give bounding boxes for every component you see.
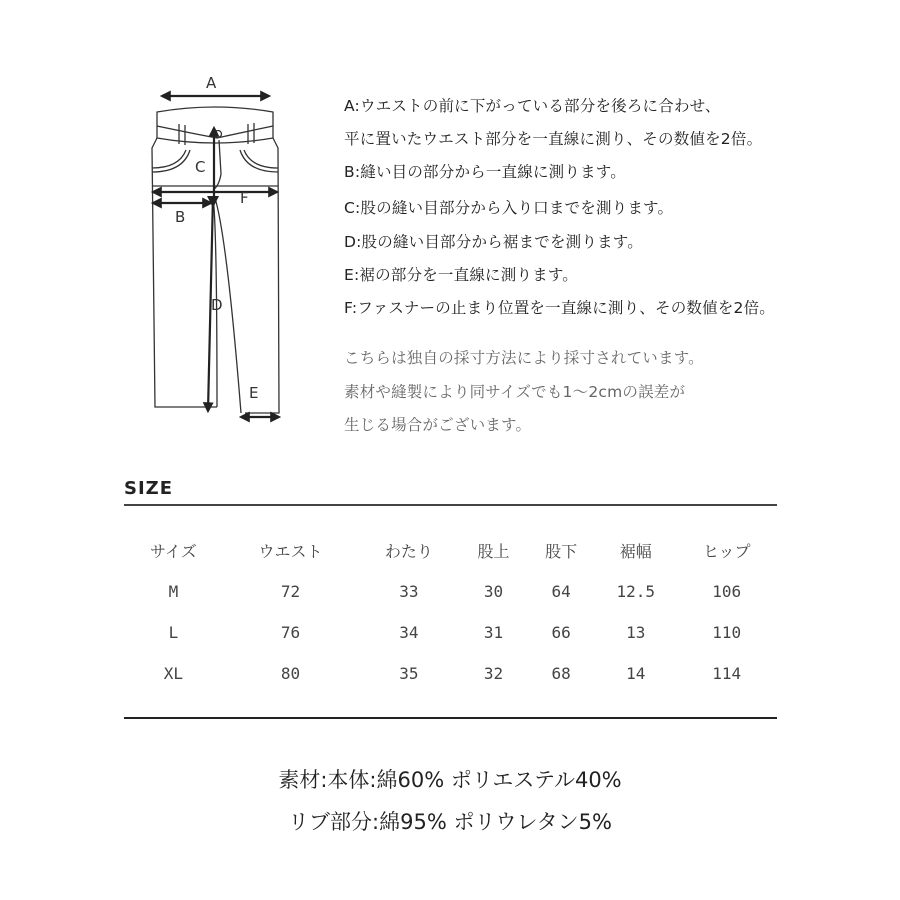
hem-width-cell: 14	[626, 664, 646, 683]
table-row	[124, 612, 777, 653]
table-row	[124, 571, 777, 612]
rise-cell: 31	[483, 623, 504, 642]
size-bottom-divider	[124, 717, 777, 719]
label-b: B	[175, 208, 186, 226]
header-hem-width: 裾幅	[619, 542, 652, 561]
instruction-b: B:縫い目の部分から一直線に測ります。	[344, 163, 626, 181]
inseam-cell: 68	[551, 664, 571, 683]
measurement-note-2: 素材や縫製により同サイズでも1〜2cmの誤差が	[344, 383, 686, 401]
inseam-cell: 64	[551, 582, 571, 601]
measurement-note-3: 生じる場合がございます。	[344, 416, 532, 434]
pants-measurement-diagram	[135, 68, 295, 428]
size-top-divider	[124, 504, 777, 506]
header-inseam: 股下	[545, 542, 578, 561]
hip-cell: 106	[712, 582, 742, 601]
hem-width-cell: 13	[626, 623, 646, 642]
instruction-e: E:裾の部分を一直線に測ります。	[344, 266, 578, 284]
header-size: サイズ	[150, 542, 197, 561]
size-cell: L	[168, 623, 179, 642]
hip-cell: 110	[712, 623, 742, 642]
rise-cell: 32	[483, 664, 504, 683]
table-row	[124, 653, 777, 694]
label-a: A	[206, 74, 217, 92]
size-table	[124, 530, 777, 694]
label-c: C	[195, 158, 206, 176]
hip-cell: 114	[712, 664, 742, 683]
label-f: F	[240, 189, 249, 207]
size-cell: XL	[163, 664, 184, 683]
material-rib: リブ部分:綿95% ポリウレタン5%	[288, 810, 612, 834]
thigh-cell: 33	[399, 582, 419, 601]
instruction-c: C:股の縫い目部分から入り口までを測ります。	[344, 199, 674, 217]
instruction-a-line1: A:ウエストの前に下がっている部分を後ろに合わせ、	[344, 97, 721, 115]
waist-cell: 76	[280, 623, 301, 642]
waist-cell: 80	[280, 664, 301, 683]
header-hip: ヒップ	[702, 542, 751, 561]
size-table-header-row	[124, 530, 777, 571]
hem-width-cell: 12.5	[616, 582, 656, 601]
waist-cell: 72	[280, 582, 301, 601]
thigh-cell: 35	[399, 664, 419, 683]
thigh-cell: 34	[399, 623, 419, 642]
measurement-note-1: こちらは独自の採寸方法により採寸されています。	[344, 349, 704, 367]
instruction-f: F:ファスナーの止まり位置を一直線に測り、その数値を2倍。	[344, 299, 775, 317]
header-rise: 股上	[477, 542, 510, 561]
label-e: E	[249, 384, 259, 402]
header-waist: ウエスト	[258, 542, 323, 561]
instruction-a-line2: 平に置いたウエスト部分を一直線に測り、その数値を2倍。	[344, 130, 763, 148]
label-d: D	[211, 296, 223, 314]
header-thigh: わたり	[384, 542, 433, 561]
size-cell: M	[168, 582, 179, 601]
material-body: 素材:本体:綿60% ポリエステル40%	[278, 768, 622, 792]
inseam-cell: 66	[551, 623, 571, 642]
size-section-title: SIZE	[124, 478, 174, 499]
instruction-d: D:股の縫い目部分から裾までを測ります。	[344, 233, 643, 251]
rise-cell: 30	[483, 582, 504, 601]
